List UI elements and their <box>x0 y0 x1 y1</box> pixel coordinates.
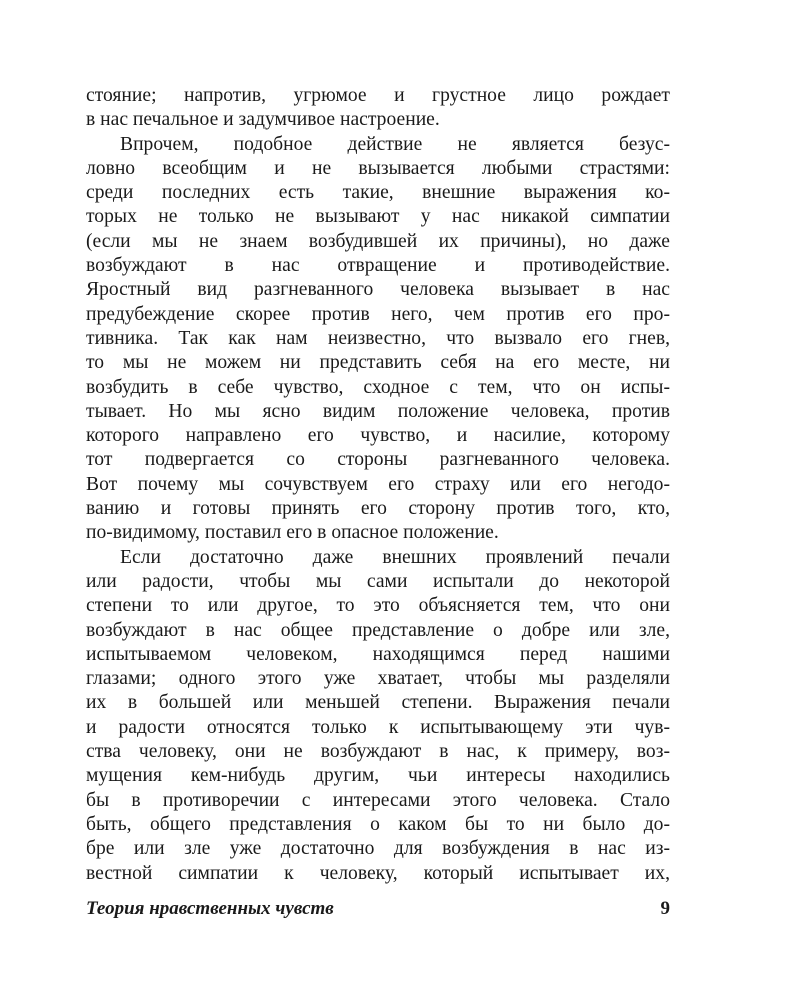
text-line: Яростный вид разгневанного человека вызывает в нас <box>86 279 670 301</box>
text-line: глазами; одного этого уже хватает, чтобы мы разделяли <box>86 668 670 690</box>
text-line: Если достаточно даже внешних проявлений печали <box>120 546 670 568</box>
text-line: их в большей или меньшей степени. Выражения печали <box>86 692 670 714</box>
text-line: торых не только не вызывают у нас никакой симпатии <box>86 206 670 228</box>
text-line: бре или зле уже достаточно для возбуждения в нас из- <box>86 838 670 860</box>
page-footer <box>86 898 670 920</box>
text-line: вестной симпатии к человеку, который испытывает их, <box>86 862 670 884</box>
text-line: ства человеку, они не возбуждают в нас, к примеру, воз- <box>86 741 670 763</box>
text-line: стояние; напротив, угрюмое и грустное лицо рождает <box>86 85 670 106</box>
text-line: предубеждение скорее против него, чем против его про- <box>86 303 670 325</box>
text-line: Впрочем, подобное действие не является безус- <box>120 133 670 155</box>
text-line: мущения кем-нибудь другим, чьи интересы находились <box>86 765 670 787</box>
text-line: ванию и готовы принять его сторону против того, кто, <box>86 498 670 520</box>
text-line: и радости относятся только к испытывающему эти чув- <box>86 716 670 738</box>
text-line: по-видимому, поставил его в опасное положение. <box>86 522 499 544</box>
text-line: среди последних есть такие, внешние выражения ко- <box>86 182 670 204</box>
text-line: (если мы не знаем возбудившей их причины), но даже <box>86 230 670 252</box>
text-line: тывает. Но мы ясно видим положение человека, против <box>86 400 670 422</box>
page-number: 9 <box>660 898 670 919</box>
text-line: возбудить в себе чувство, сходное с тем, что он испы- <box>86 376 670 398</box>
text-line: возбуждают в нас отвращение и противодействие. <box>86 255 670 277</box>
text-line: степени то или другое, то это объясняется тем, что они <box>86 595 670 617</box>
body-text <box>86 84 670 886</box>
text-line: которого направлено его чувство, и насилие, которому <box>86 425 670 447</box>
text-line: быть, общего представления о каком бы то ни было до- <box>86 813 670 835</box>
text-line: или радости, чтобы мы сами испытали до некоторой <box>86 570 670 592</box>
text-line: возбуждают в нас общее представление о добре или зле, <box>86 619 670 641</box>
text-line: тот подвергается со стороны разгневанного человека. <box>86 449 670 471</box>
text-line: Вот почему мы сочувствуем его страху или его негодо- <box>86 473 670 495</box>
text-line: ловно всеобщим и не вызывается любыми страстями: <box>86 157 670 179</box>
text-line: бы в противоречии с интересами этого человека. Стало <box>86 789 670 811</box>
text-line: испытываемом человеком, находящимся перед нашими <box>86 643 670 665</box>
text-line: тивника. Так как нам неизвестно, что вызвало его гнев, <box>86 327 670 349</box>
running-title: Теория нравственных чувств <box>86 898 334 919</box>
text-line: в нас печальное и задумчивое настроение. <box>86 109 440 131</box>
text-line: то мы не можем ни представить себя на его месте, ни <box>86 352 670 374</box>
